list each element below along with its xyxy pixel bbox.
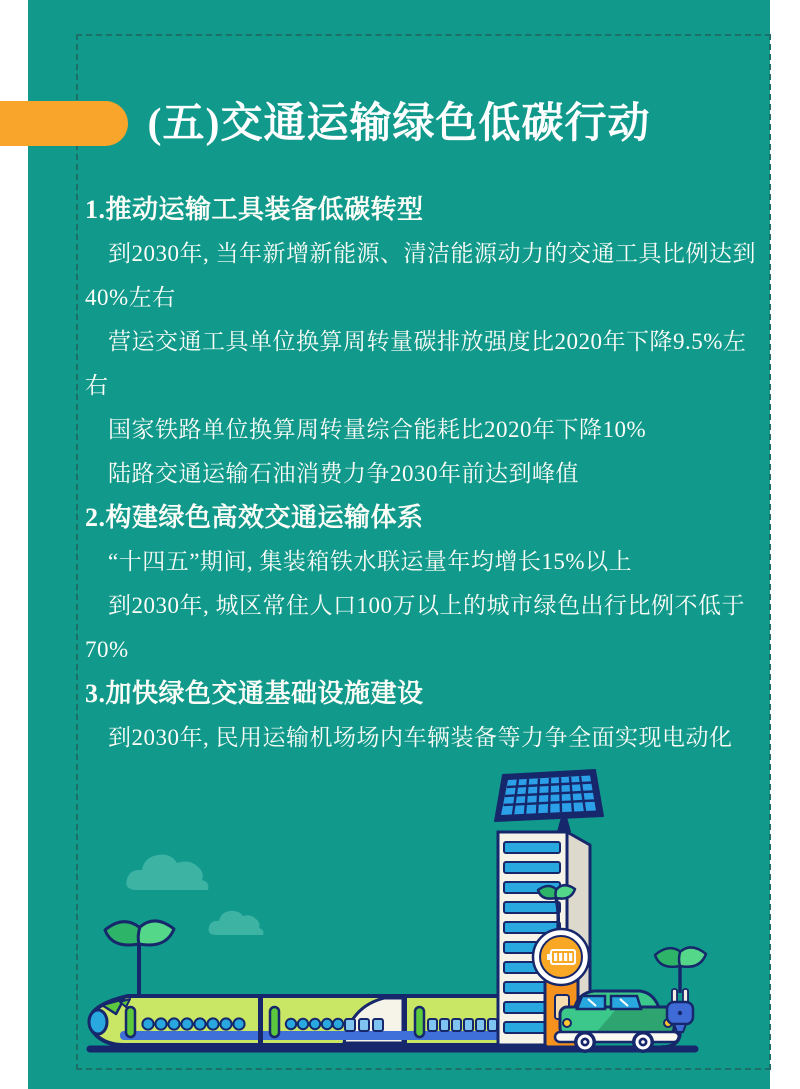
- car-wheel-icon: [574, 1031, 596, 1053]
- section-1-item: 国家铁路单位换算周转量综合能耗比2020年下降10%: [108, 417, 647, 442]
- solar-panel-icon: [495, 770, 603, 832]
- cloud-icon: [209, 911, 264, 935]
- high-speed-train-icon: [89, 996, 500, 1045]
- train-stripe: [120, 1031, 500, 1040]
- train-headlight: [89, 1010, 107, 1034]
- section-1-item: 营运交通工具单位换算周转量碳排放强度比2020年下降9.5%左右: [85, 329, 747, 398]
- page-title: (五)交通运输绿色低碳行动: [147, 101, 651, 147]
- section-3-heading: 3.加快绿色交通基础设施建设: [85, 679, 424, 708]
- car-wheel-icon: [632, 1031, 654, 1053]
- section-2-item: 到2030年, 城区常住人口100万以上的城市绿色出行比例不低于70%: [85, 593, 745, 662]
- section-2-item: “十四五”期间, 集装箱铁水联运量年均增长15%以上: [108, 549, 633, 574]
- battery-badge-icon: [533, 929, 589, 985]
- green-transport-illustration: [28, 755, 770, 1089]
- sapling-icon: [105, 921, 174, 995]
- cloud-icon: [126, 855, 208, 890]
- section-1-item: 陆路交通运输石油消费力争2030年前达到峰值: [108, 461, 579, 486]
- content-block: [85, 188, 767, 760]
- section-1-heading: 1.推动运输工具装备低碳转型: [85, 195, 424, 224]
- section-3-item: 到2030年, 民用运输机场场内车辆装备等力争全面实现电动化: [108, 725, 733, 750]
- section-1-item: 到2030年, 当年新增新能源、清洁能源动力的交通工具比例达到40%左右: [85, 241, 756, 310]
- section-2-heading: 2.构建绿色高效交通运输体系: [85, 503, 424, 532]
